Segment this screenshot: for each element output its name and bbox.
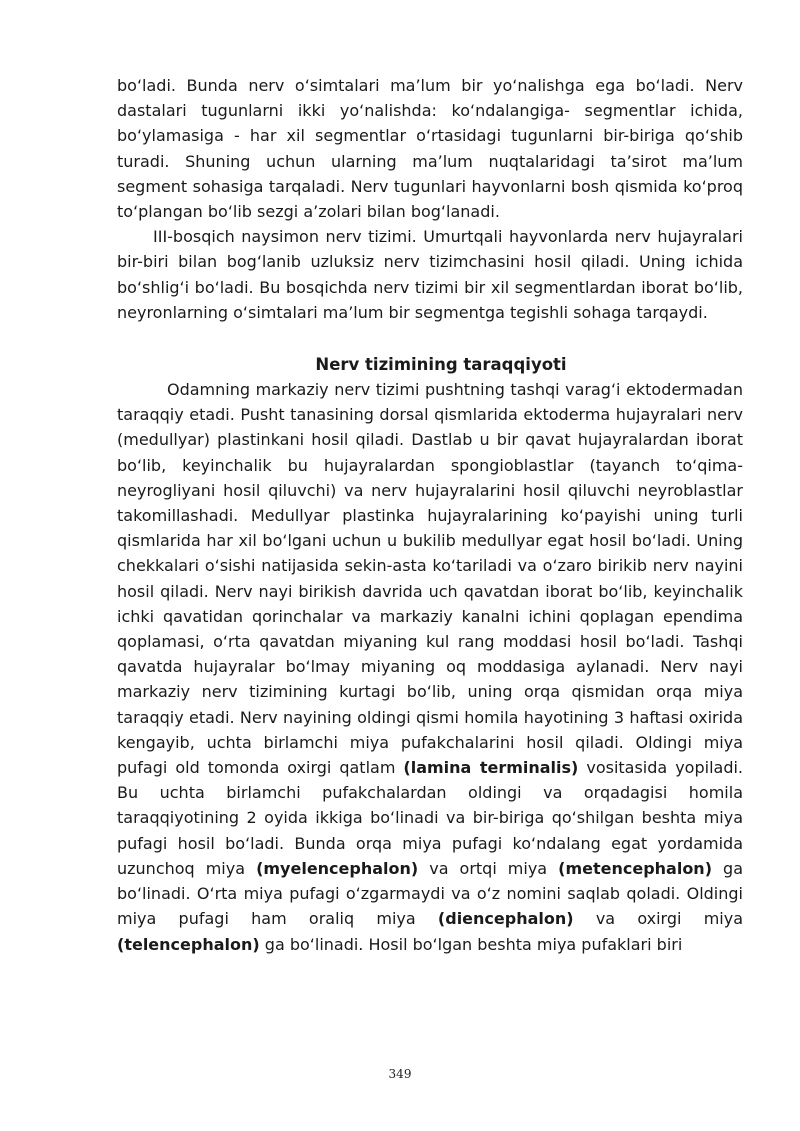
latin-term: (telencephalon) <box>117 934 260 954</box>
text-run: ga bo‘linadi. Hosil bo‘lgan beshta miya pufaklari biri <box>259 934 683 954</box>
body-paragraph: bo‘ladi. Bunda nerv o‘simtalari ma’lum bir yo‘nalishga ega bo‘ladi. Nerv dastalari tugunlarni ikki yo‘nalishda: ko‘ndalangiga- segmentlar ichida, bo‘ylamasiga - har xil segmentlar o‘rtasidagi tugunlarni bir-biriga qo‘shib turadi. Shuning uchun ularning ma’lum nuqtalaridagi ta’sirot ma’lum segment sohasiga tarqaladi. Nerv tugunlari hayvonlarni bosh qismida ko‘proq to‘plangan bo‘lib sezgi a’zolari bilan bog‘lanadi. <box>117 76 743 222</box>
latin-term: (metencephalon) <box>558 858 713 878</box>
page-number: 349 <box>388 1067 412 1081</box>
section-heading: Nerv tizimining taraqqiyoti <box>315 355 567 375</box>
latin-term: (myelencephalon) <box>256 858 419 878</box>
document-page <box>117 73 743 957</box>
spacer <box>117 325 743 352</box>
body-paragraph: III-bosqich naysimon nerv tizimi. Umurtqali hayvonlarda nerv hujayralari bir-biri bilan bog‘lanib uzluksiz nerv tizimchasini hosil qiladi. Uning ichida bo‘shlig‘i bo‘ladi. Bu bosqichda nerv tizimi bir xil segmentlardan iborat bo‘lib, neyronlarning o‘simtalari ma’lum bir segmentga tegishli sohaga tarqaydi. <box>117 227 743 322</box>
body-paragraph <box>117 377 743 957</box>
text-run: vositasida yopiladi. Bu uchta birlamchi pufakchalardan oldingi va orqadagisi homila taraqqiyotining 2 oyida ikkiga bo‘linadi va bir-biriga qo‘shilgan beshta miya pufagi hosil bo‘ladi. Bunda orqa miya pufagi ko‘ndalang egat yordamida uzunchoq miya <box>117 758 743 878</box>
text-run: va oxirgi miya <box>573 909 743 929</box>
text-run: ga bo‘linadi. O‘rta miya pufagi o‘zgarmaydi va o‘z nomini saqlab qoladi. Oldingi miya pufagi ham oraliq miya <box>117 858 743 929</box>
latin-term: (lamina terminalis) <box>403 758 579 778</box>
latin-term: (diencephalon) <box>437 909 574 929</box>
text-run: va ortqi miya <box>418 858 559 878</box>
text-run: Odamning markaziy nerv tizimi pushtning tashqi varag‘i ektodermadan taraqqiy etadi. Pusht tanasining dorsal qismlarida ektoderma hujayralari nerv (medullyar) plastinkani hosil qiladi. Dastlab u bir qavat hujayralardan iborat bo‘lib, keyinchalik bu hujayralardan spongioblastlar (tayanch to‘qima-neyrogliyani hosil qiluvchi) va nerv hujayralarini hosil qiluvchi neyroblastlar takomillashadi. Medullyar plastinka hujayralarining ko‘payishi uning turli qismlarida har xil bo‘lgani uchun u bukilib medullyar egat hosil bo‘ladi. Uning chekkalari o‘sishi natijasida sekin-asta ko‘tariladi va o‘zaro birikib nerv nayini hosil qiladi. Nerv nayi birikish davrida uch qavatdan iborat bo‘lib, keyinchalik ichki qavatidan qorinchalar va markaziy kanalni ichini qoplagan ependima qoplamasi, o‘rta qavatdan miyaning kul rang moddasi hosil bo‘ladi. Tashqi qavatda hujayralar bo‘lmay miyaning oq moddasiga aylanadi. Nerv nayi markaziy nerv tizimining kurtagi bo‘lib, uning orqa qismidan orqa miya taraqqiy etadi. Nerv nayining oldingi qismi homila hayotining 3 haftasi oxirida kengayib, uchta birlamchi miya pufakchalarini hosil qiladi. Oldingi miya pufagi old tomonda oxirgi qatlam <box>117 380 743 778</box>
